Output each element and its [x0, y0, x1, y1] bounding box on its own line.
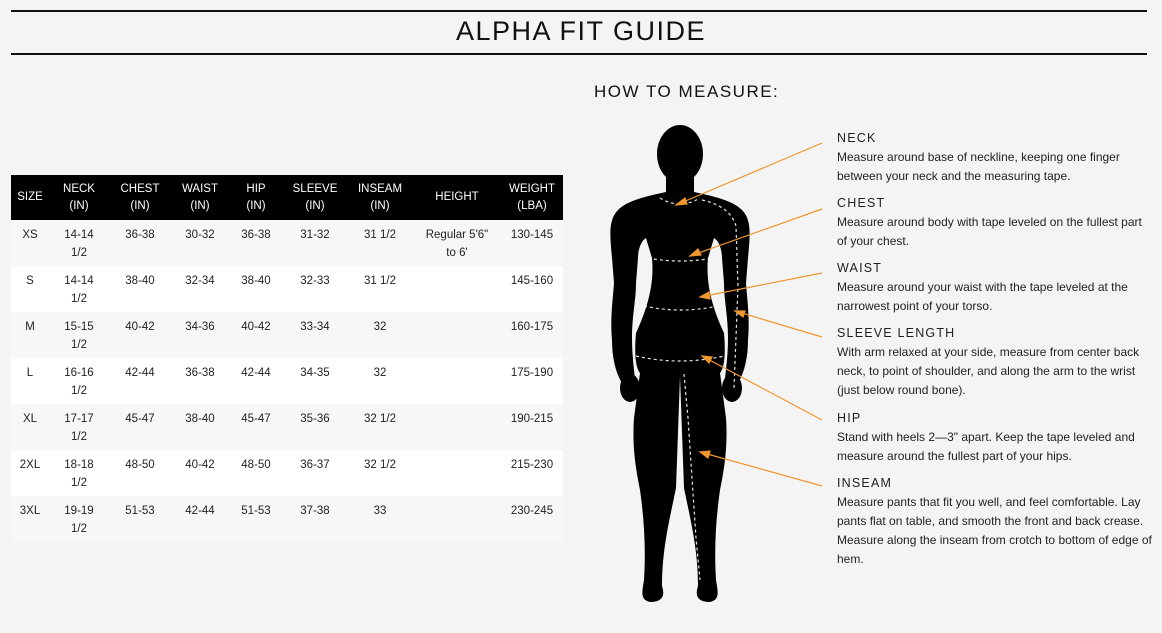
header-hip: HIP (IN) [229, 175, 283, 220]
measure-hip-heading: HIP [837, 411, 862, 425]
table-cell: L [11, 358, 49, 404]
table-cell: 38-40 [171, 404, 229, 450]
table-cell: 34-36 [171, 312, 229, 358]
header-inseam: INSEAM (IN) [347, 175, 413, 220]
table-cell: 32 1/2 [347, 450, 413, 496]
table-cell: 45-47 [229, 404, 283, 450]
inseam-pointer [700, 452, 822, 486]
table-cell: 36-38 [109, 220, 171, 266]
chest-pointer [690, 209, 822, 256]
header-height: HEIGHT [413, 175, 501, 220]
measure-waist-text: Measure around your waist with the tape leveled at the narrowest point of your torso. [837, 280, 1128, 313]
table-cell: 2XL [11, 450, 49, 496]
measure-sleeve-text: With arm relaxed at your side, measure from center back neck, to point of shoulder, and along the arm to the wrist (just below round bone). [837, 345, 1140, 397]
header-sleeve: SLEEVE (IN) [283, 175, 347, 220]
table-cell: 48-50 [109, 450, 171, 496]
table-cell: 32 1/2 [347, 404, 413, 450]
neck-pointer [676, 143, 822, 205]
table-cell: 30-32 [171, 220, 229, 266]
table-cell: Regular 5'6" to 6' [413, 220, 501, 266]
table-cell: 31-32 [283, 220, 347, 266]
table-cell: 37-38 [283, 496, 347, 542]
header-size: SIZE [11, 175, 49, 220]
hip-pointer [702, 356, 822, 420]
table-cell: 42-44 [229, 358, 283, 404]
table-cell: 160-175 [501, 312, 563, 358]
page-title: ALPHA FIT GUIDE [455, 16, 707, 46]
measure-neck-heading: NECK [837, 131, 877, 145]
sleeve-pointer [735, 311, 822, 337]
table-cell: 36-38 [229, 220, 283, 266]
measure-chest-text: Measure around body with tape leveled on the fullest part of your chest. [837, 215, 1142, 248]
table-cell: 16-16 1/2 [49, 358, 109, 404]
measure-sleeve-heading: SLEEVE LENGTH [837, 326, 956, 340]
measure-chest-heading: CHEST [837, 196, 886, 210]
measure-inseam [837, 475, 1153, 569]
measure-neck [837, 130, 1153, 186]
table-cell: 215-230 [501, 450, 563, 496]
table-cell: S [11, 266, 49, 312]
table-cell: 190-215 [501, 404, 563, 450]
measure-waist [837, 260, 1153, 316]
table-cell: 34-35 [283, 358, 347, 404]
table-cell: 32-34 [171, 266, 229, 312]
table-cell: 230-245 [501, 496, 563, 542]
table-cell: XS [11, 220, 49, 266]
table-cell: 130-145 [501, 220, 563, 266]
measure-hip-text: Stand with heels 2—3" apart. Keep the tape leveled and measure around the fullest part of your hips. [837, 430, 1135, 463]
measure-inseam-text: Measure pants that fit you well, and feel comfortable. Lay pants flat on table, and smooth the front and back crease. Measure along the inseam from crotch to bottom of edge of hem. [837, 495, 1152, 566]
table-cell: 38-40 [109, 266, 171, 312]
table-cell: 32 [347, 358, 413, 404]
table-cell: 32 [347, 312, 413, 358]
measure-inseam-heading: INSEAM [837, 476, 893, 490]
table-cell: 51-53 [109, 496, 171, 542]
measure-hip [837, 410, 1153, 466]
header-weight: WEIGHT (LBA) [501, 175, 563, 220]
table-cell: 36-38 [171, 358, 229, 404]
table-cell: 40-42 [171, 450, 229, 496]
header-chest: CHEST (IN) [109, 175, 171, 220]
table-cell: 19-19 1/2 [49, 496, 109, 542]
waist-pointer [700, 273, 822, 297]
table-cell: 31 1/2 [347, 266, 413, 312]
table-cell: 145-160 [501, 266, 563, 312]
table-cell: 3XL [11, 496, 49, 542]
measure-neck-text: Measure around base of neckline, keeping one finger between your neck and the measuring tape. [837, 150, 1120, 183]
table-cell: 42-44 [109, 358, 171, 404]
table-cell: 17-17 1/2 [49, 404, 109, 450]
table-cell: M [11, 312, 49, 358]
measure-sleeve [837, 325, 1153, 400]
table-cell: 35-36 [283, 404, 347, 450]
table-cell: 48-50 [229, 450, 283, 496]
table-cell: 31 1/2 [347, 220, 413, 266]
table-cell: 36-37 [283, 450, 347, 496]
table-cell: 51-53 [229, 496, 283, 542]
table-cell: 14-14 1/2 [49, 220, 109, 266]
table-cell: 38-40 [229, 266, 283, 312]
measure-chest [837, 195, 1153, 251]
table-cell: 18-18 1/2 [49, 450, 109, 496]
table-cell: 40-42 [109, 312, 171, 358]
table-cell: 14-14 1/2 [49, 266, 109, 312]
table-cell: XL [11, 404, 49, 450]
header-waist: WAIST (IN) [171, 175, 229, 220]
table-cell: 175-190 [501, 358, 563, 404]
measure-waist-heading: WAIST [837, 261, 883, 275]
table-cell: 15-15 1/2 [49, 312, 109, 358]
table-cell: 33-34 [283, 312, 347, 358]
table-cell: 32-33 [283, 266, 347, 312]
table-cell: 33 [347, 496, 413, 542]
table-cell: 40-42 [229, 312, 283, 358]
how-to-measure-heading: HOW TO MEASURE: [594, 82, 780, 101]
table-cell: 42-44 [171, 496, 229, 542]
header-neck: NECK (IN) [49, 175, 109, 220]
table-cell: 45-47 [109, 404, 171, 450]
